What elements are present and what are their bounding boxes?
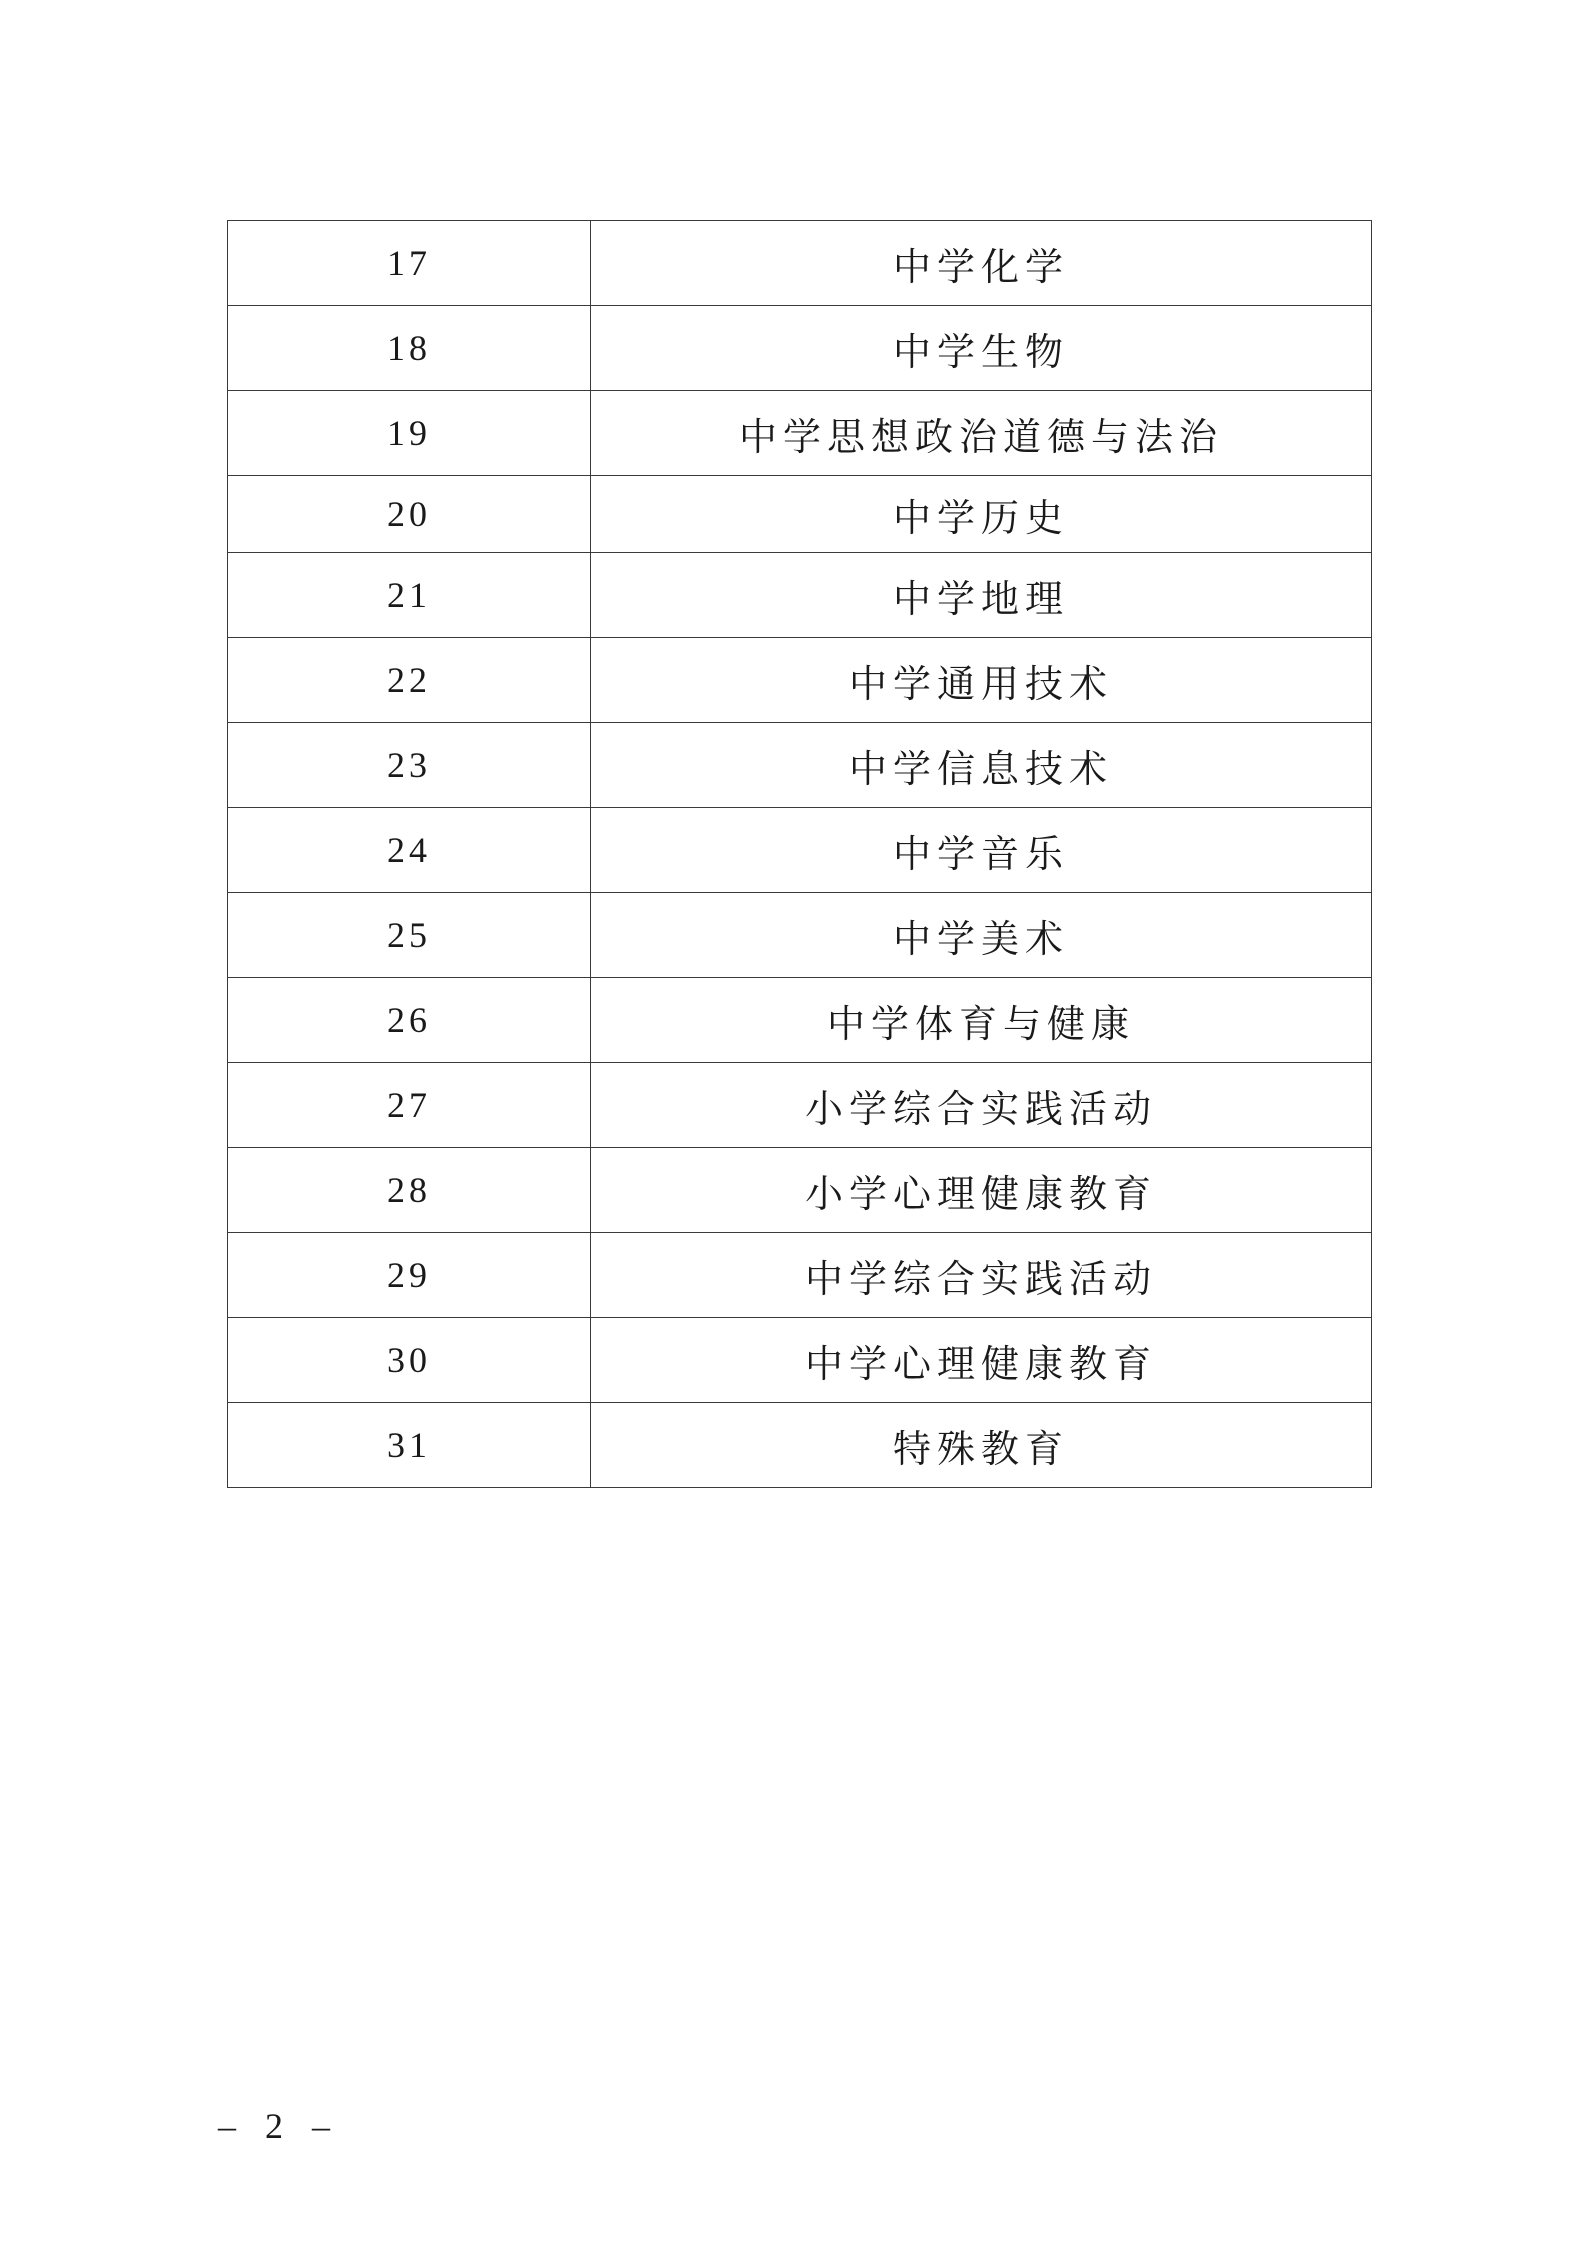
subject-name: 中学综合实践活动	[591, 1233, 1372, 1318]
row-number: 18	[228, 306, 591, 391]
row-number: 30	[228, 1318, 591, 1403]
subject-name: 中学历史	[591, 476, 1372, 553]
row-number: 31	[228, 1403, 591, 1488]
subject-name: 特殊教育	[591, 1403, 1372, 1488]
subject-name: 中学信息技术	[591, 723, 1372, 808]
table-row	[228, 1233, 1372, 1318]
subject-name: 中学心理健康教育	[591, 1318, 1372, 1403]
row-number: 22	[228, 638, 591, 723]
table-row	[228, 723, 1372, 808]
table-row	[228, 1148, 1372, 1233]
row-number: 27	[228, 1063, 591, 1148]
table-row	[228, 1318, 1372, 1403]
row-number: 25	[228, 893, 591, 978]
subject-table	[227, 220, 1372, 1488]
table-row	[228, 476, 1372, 553]
row-number: 28	[228, 1148, 591, 1233]
row-number: 19	[228, 391, 591, 476]
subject-name: 中学美术	[591, 893, 1372, 978]
table-row	[228, 893, 1372, 978]
row-number: 23	[228, 723, 591, 808]
table-row	[228, 808, 1372, 893]
row-number: 17	[228, 221, 591, 306]
subject-name: 中学体育与健康	[591, 978, 1372, 1063]
subject-name: 中学地理	[591, 553, 1372, 638]
row-number: 21	[228, 553, 591, 638]
subject-name: 中学通用技术	[591, 638, 1372, 723]
table-row	[228, 553, 1372, 638]
subject-name: 小学综合实践活动	[591, 1063, 1372, 1148]
table-row	[228, 978, 1372, 1063]
table-row	[228, 221, 1372, 306]
page-number: – 2 –	[218, 2106, 340, 2146]
table-row	[228, 638, 1372, 723]
subject-name: 中学音乐	[591, 808, 1372, 893]
table-row	[228, 1403, 1372, 1488]
subject-name: 小学心理健康教育	[591, 1148, 1372, 1233]
table-row	[228, 391, 1372, 476]
table-row	[228, 1063, 1372, 1148]
subject-name: 中学化学	[591, 221, 1372, 306]
subject-name: 中学生物	[591, 306, 1372, 391]
table-row	[228, 306, 1372, 391]
row-number: 29	[228, 1233, 591, 1318]
subject-name: 中学思想政治道德与法治	[591, 391, 1372, 476]
row-number: 24	[228, 808, 591, 893]
row-number: 26	[228, 978, 591, 1063]
row-number: 20	[228, 476, 591, 553]
